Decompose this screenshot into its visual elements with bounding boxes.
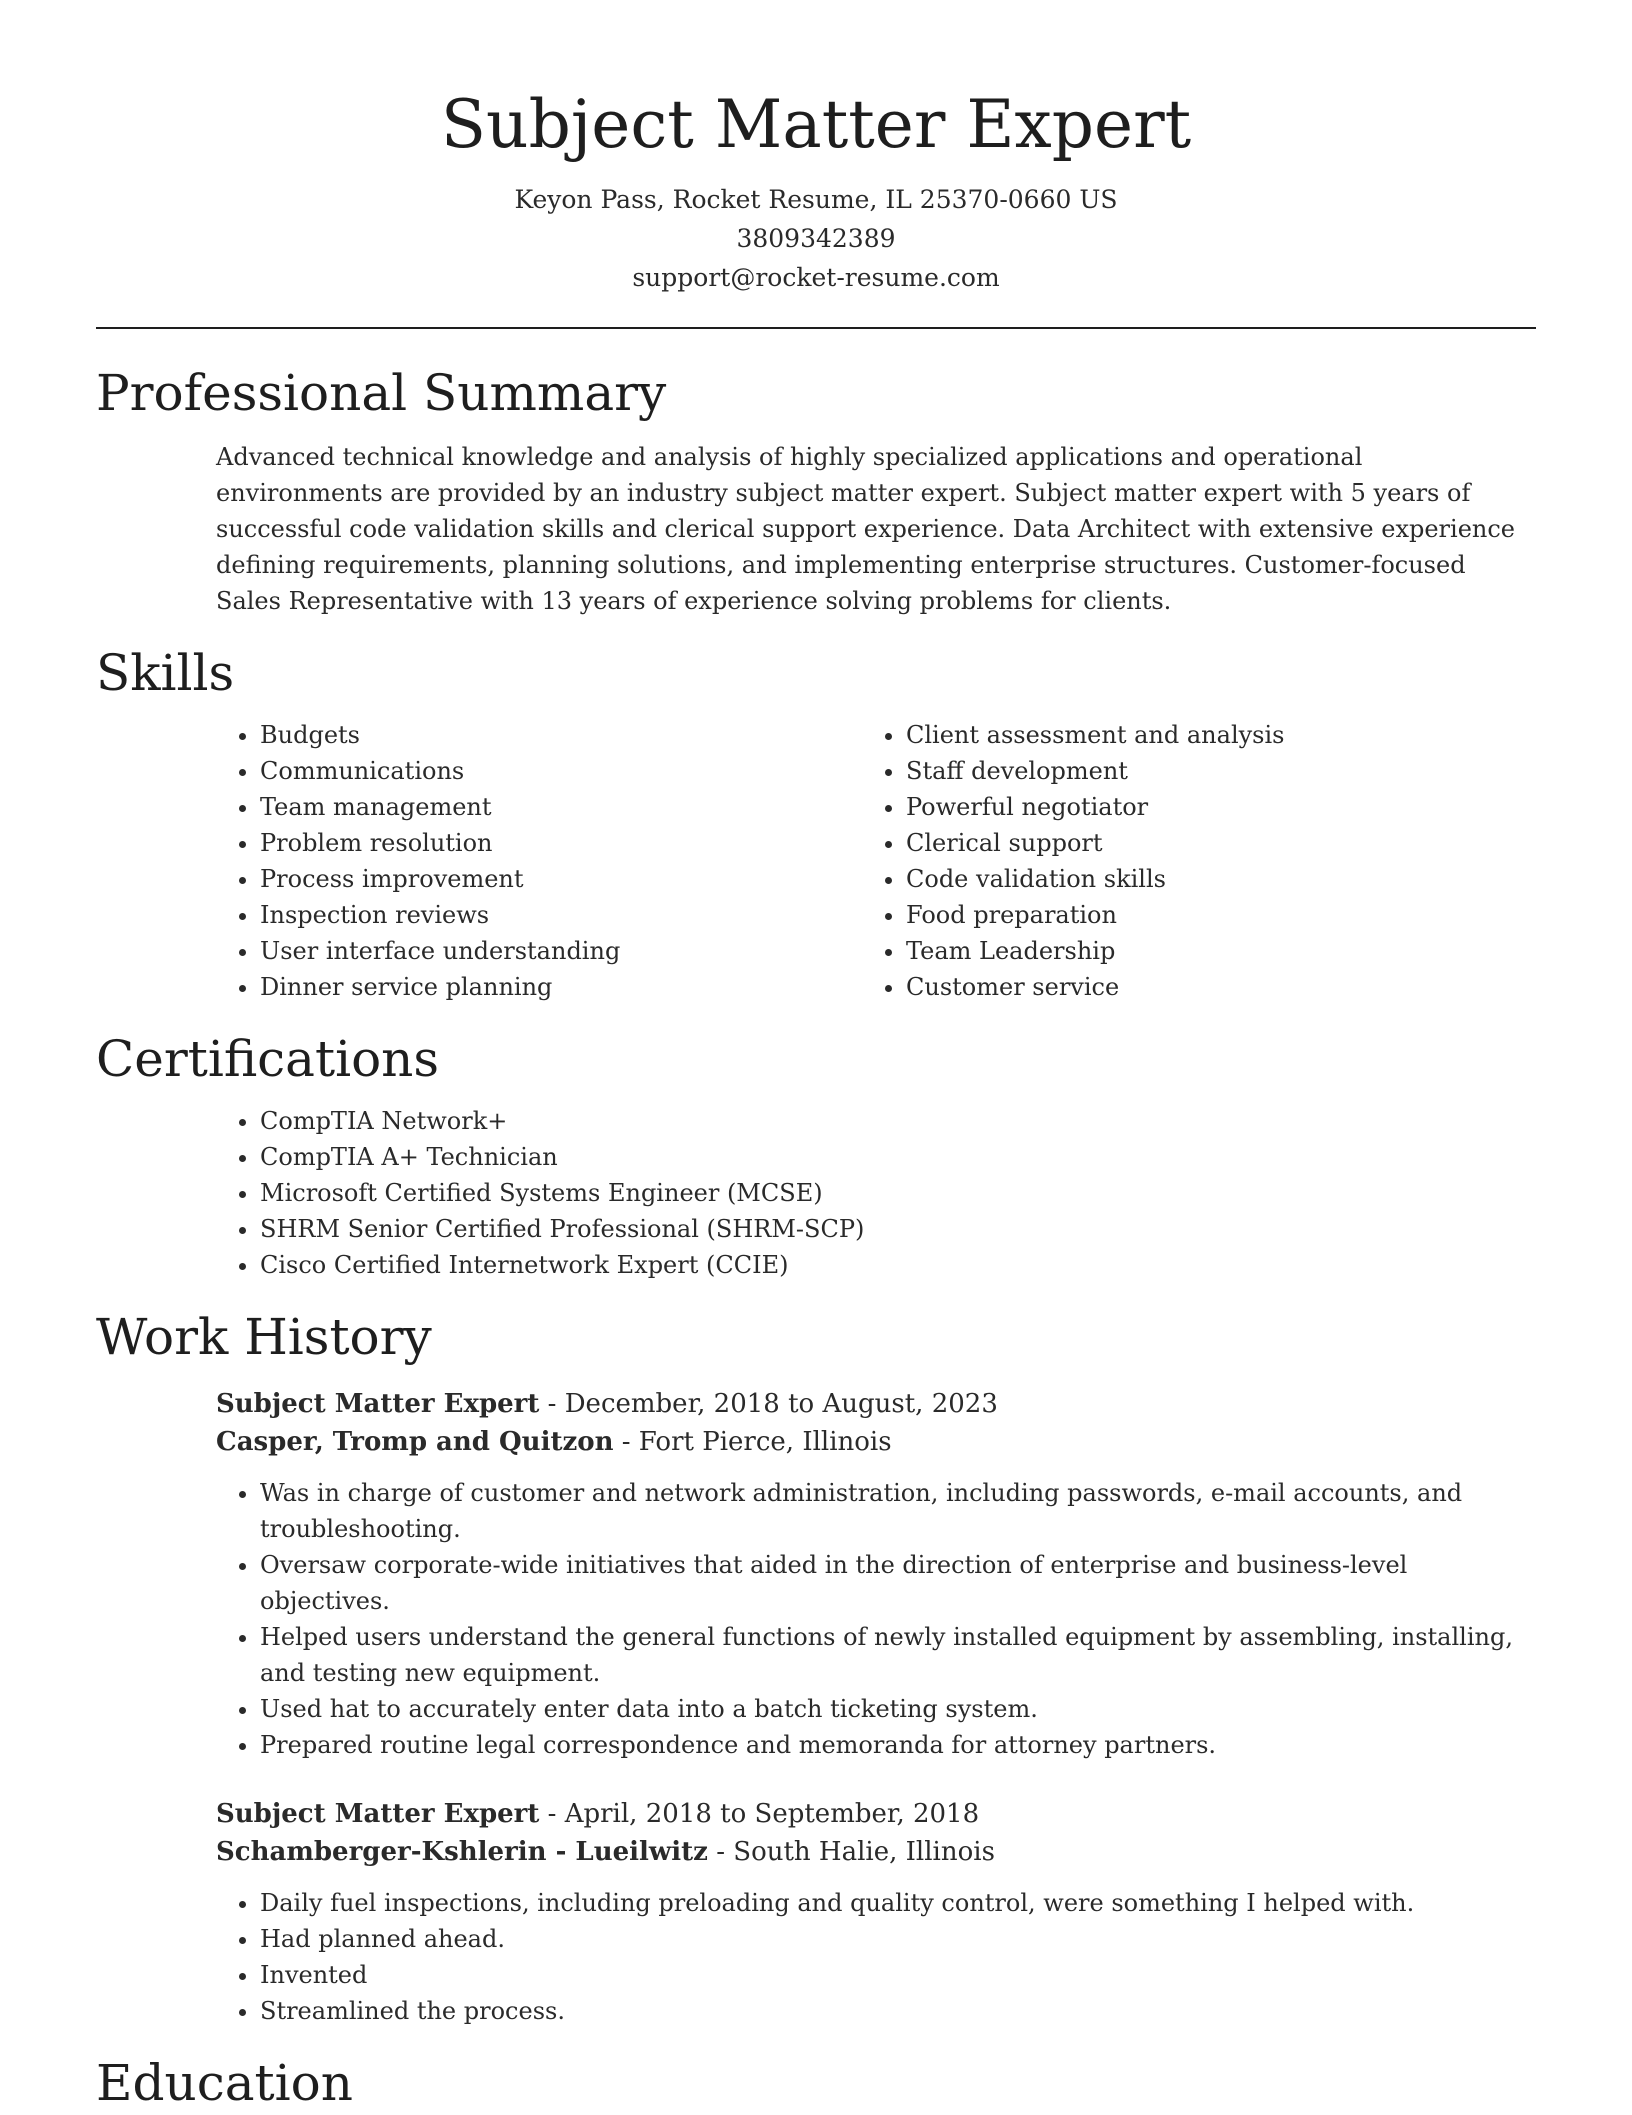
job-title: Subject Matter Expert: [216, 1799, 540, 1829]
list-item: • Client assessment and analysis: [906, 717, 1536, 753]
resume-page: [96, 0, 1536, 2115]
skills-list-left: [96, 717, 892, 1005]
list-item: • Team management: [260, 789, 892, 825]
list-item: • Process improvement: [260, 861, 892, 897]
resume-header: [96, 0, 1536, 297]
list-item: • Staff development: [906, 753, 1536, 789]
job-location: - Fort Pierce, Illinois: [613, 1427, 892, 1457]
certifications-heading: Certifications: [96, 1030, 440, 1088]
list-item: • Had planned ahead.: [260, 1921, 1536, 1957]
contact-phone: 3809342389: [736, 224, 896, 253]
job-bullets: [216, 1475, 1536, 1763]
list-item: • Oversaw corporate-wide initiatives that aided in the direction of enterprise and business-level objectives.: [260, 1547, 1536, 1619]
list-item: • Budgets: [260, 717, 892, 753]
list-item: • Customer service: [906, 969, 1536, 1005]
job-company: Casper, Tromp and Quitzon: [216, 1427, 614, 1457]
job-company: Schamberger-Kshlerin - Lueilwitz: [216, 1837, 708, 1867]
job-dates: - December, 2018 to August, 2023: [539, 1389, 998, 1419]
education-heading: Education: [96, 2054, 353, 2112]
list-item: • CompTIA Network+: [260, 1103, 1536, 1139]
job-dates: - April, 2018 to September, 2018: [539, 1799, 980, 1829]
list-item: • User interface understanding: [260, 933, 892, 969]
list-item: • Prepared routine legal correspondence and memoranda for attorney partners.: [260, 1727, 1536, 1763]
certifications-list: [96, 1103, 1536, 1283]
education-section: [96, 2051, 1536, 2115]
contact-address: Keyon Pass, Rocket Resume, IL 25370-0660 US: [514, 185, 1118, 214]
job-entry: [216, 1795, 1536, 2029]
list-item: • Helped users understand the general functions of newly installed equipment by assembling, installing, and testing new equipment.: [260, 1619, 1536, 1691]
list-item: • SHRM Senior Certified Professional (SHRM-SCP): [260, 1211, 1536, 1247]
job-title: Subject Matter Expert: [216, 1389, 540, 1419]
job-title-line: [216, 1795, 1536, 1833]
list-item: • Microsoft Certified Systems Engineer (MCSE): [260, 1175, 1536, 1211]
list-item: • Food preparation: [906, 897, 1536, 933]
job-bullets: [216, 1885, 1536, 2029]
list-item: • Powerful negotiator: [906, 789, 1536, 825]
list-item: • Problem resolution: [260, 825, 892, 861]
list-item: • Inspection reviews: [260, 897, 892, 933]
list-item: • Used hat to accurately enter data into a batch ticketing system.: [260, 1691, 1536, 1727]
list-item: • Code validation skills: [906, 861, 1536, 897]
skills-columns: [96, 717, 1536, 1005]
summary-text: Advanced technical knowledge and analysis of highly specialized applications and operational environments are provided by an industry subject matter expert. Subject matter expert with 5 years of successful code validation skills and clerical support experience. Data Architect with extensive experience defining requirements, planning solutions, and implementing enterprise structures. Customer-focused Sales Representative with 13 years of experience solving problems for clients.: [216, 443, 1515, 615]
list-item: • Communications: [260, 753, 892, 789]
list-item: • Dinner service planning: [260, 969, 892, 1005]
work-history-heading: Work History: [96, 1308, 432, 1366]
header-divider: [96, 327, 1536, 329]
page-title: Subject Matter Expert: [440, 86, 1192, 163]
list-item: • Daily fuel inspections, including preloading and quality control, were something I helped with.: [260, 1885, 1536, 1921]
skills-section: [96, 641, 1536, 1005]
list-item: • Cisco Certified Internetwork Expert (CCIE): [260, 1247, 1536, 1283]
certifications-section: [96, 1027, 1536, 1283]
list-item: • Was in charge of customer and network administration, including passwords, e-mail accounts, and troubleshooting.: [260, 1475, 1536, 1547]
contact-email: support@rocket-resume.com: [632, 263, 1000, 292]
job-company-line: [216, 1423, 1536, 1461]
skills-right-wrap: [892, 717, 1536, 1005]
summary-section: [96, 361, 1536, 619]
job-entry: [216, 1385, 1536, 1763]
list-item: • Streamlined the process.: [260, 1993, 1536, 2029]
skills-list-right: [906, 717, 1536, 1005]
job-company-line: [216, 1833, 1536, 1871]
job-location: - South Halie, Illinois: [707, 1837, 995, 1867]
list-item: • Clerical support: [906, 825, 1536, 861]
list-item: • Invented: [260, 1957, 1536, 1993]
list-item: • Team Leadership: [906, 933, 1536, 969]
job-title-line: [216, 1385, 1536, 1423]
skills-heading: Skills: [96, 644, 235, 702]
list-item: • CompTIA A+ Technician: [260, 1139, 1536, 1175]
summary-heading: Professional Summary: [96, 364, 667, 422]
contact-block: [96, 180, 1536, 297]
work-history-section: [96, 1305, 1536, 2029]
